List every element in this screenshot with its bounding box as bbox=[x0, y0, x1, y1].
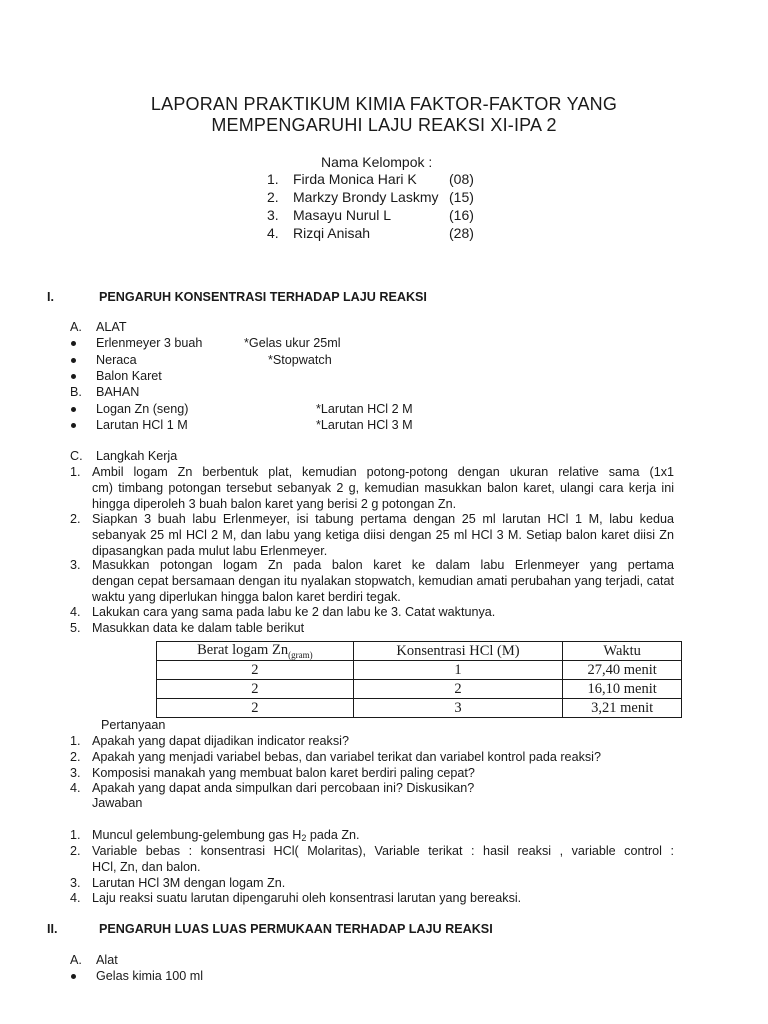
step-text-line1: Lakukan cara yang sama pada labu ke 2 dan labu ke 3. Catat waktunya. bbox=[92, 605, 496, 619]
bahan-title: BAHAN bbox=[96, 385, 140, 399]
member-name: Masayu Nurul L bbox=[293, 207, 392, 223]
question-number: 1. bbox=[70, 734, 81, 748]
bullet-icon bbox=[71, 374, 76, 379]
step-number: 3. bbox=[70, 558, 81, 572]
question-number: 4. bbox=[70, 781, 81, 795]
header-berat-logam-text: Berat logam Zn bbox=[197, 642, 289, 659]
section1-number: I. bbox=[47, 290, 54, 304]
cell-waktu: 27,40 menit bbox=[563, 661, 682, 680]
question-text: Apakah yang dapat dijadikan indicator reaksi? bbox=[92, 734, 349, 748]
header-waktu: Waktu bbox=[563, 642, 682, 661]
data-table bbox=[156, 641, 682, 718]
table-row bbox=[157, 680, 682, 699]
group-heading: Nama Kelompok : bbox=[321, 154, 433, 170]
question-text: Komposisi manakah yang membuat balon karet berdiri paling cepat? bbox=[92, 766, 475, 780]
cell-berat: 2 bbox=[157, 661, 354, 680]
alat-item-right: *Stopwatch bbox=[268, 353, 332, 367]
member-num: 2. bbox=[267, 189, 279, 205]
bullet-icon bbox=[71, 341, 76, 346]
bullet-icon bbox=[71, 974, 76, 979]
step-text-line1: Ambil logam Zn berbentuk plat, kemudian potong-potong dengan ukuran relative sama (1x1 bbox=[92, 465, 674, 479]
answer-number: 3. bbox=[70, 876, 81, 890]
cell-berat: 2 bbox=[157, 699, 354, 718]
cell-berat: 2 bbox=[157, 680, 354, 699]
table-row bbox=[157, 699, 682, 718]
answer-1-text-end: pada Zn. bbox=[306, 828, 360, 842]
cell-konsentrasi: 3 bbox=[353, 699, 563, 718]
cell-waktu: 16,10 menit bbox=[563, 680, 682, 699]
question-text: Apakah yang dapat anda simpulkan dari percobaan ini? Diskusikan? bbox=[92, 781, 475, 795]
section2-alat-title: Alat bbox=[96, 953, 118, 967]
member-name: Markzy Brondy Laskmy bbox=[293, 189, 439, 205]
alat-item: Erlenmeyer 3 buah bbox=[96, 336, 203, 350]
bahan-item: Larutan HCl 1 M bbox=[96, 418, 188, 432]
alat-label: A. bbox=[70, 320, 82, 334]
answer-2-line1: Variable bebas : konsentrasi HCl( Molaritas), Variable terikat : hasil reaksi , variable control : bbox=[92, 844, 674, 858]
member-id: (16) bbox=[449, 207, 474, 223]
jawaban-title: Jawaban bbox=[92, 796, 143, 810]
step-text-line1: Masukkan data ke dalam table berikut bbox=[92, 621, 305, 635]
member-num: 4. bbox=[267, 225, 279, 241]
section1-heading: PENGARUH KONSENTRASI TERHADAP LAJU REAKSI bbox=[99, 290, 427, 304]
step-number: 4. bbox=[70, 605, 81, 619]
member-num: 1. bbox=[267, 171, 279, 187]
member-num: 3. bbox=[267, 207, 279, 223]
section2-alat-item: Gelas kimia 100 ml bbox=[96, 969, 204, 983]
step-text-rest: sebanyak 25 ml HCl 2 M, dan labu yang ketiga diisi dengan 25 ml HCl 3 M. Setiap balon karet diisi Zn dipasangkan pada mulut labu Erlenmeyer. bbox=[92, 528, 674, 558]
answer-number: 4. bbox=[70, 891, 81, 905]
bahan-item: Logan Zn (seng) bbox=[96, 402, 189, 416]
bullet-icon bbox=[71, 407, 76, 412]
member-id: (28) bbox=[449, 225, 474, 241]
step-number: 5. bbox=[70, 621, 81, 635]
alat-title: ALAT bbox=[96, 320, 127, 334]
answer-1-text: Muncul gelembung-gelembung gas H bbox=[92, 828, 302, 842]
member-id: (15) bbox=[449, 189, 474, 205]
cell-konsentrasi: 1 bbox=[353, 661, 563, 680]
table-row bbox=[157, 661, 682, 680]
answer-3: Larutan HCl 3M dengan logam Zn. bbox=[92, 876, 286, 890]
report-title-line1: LAPORAN PRAKTIKUM KIMIA FAKTOR-FAKTOR YANG bbox=[150, 94, 618, 114]
step-text-rest: cm) timbang potongan tersebut sebanyak 2 g, kemudian masukkan balon karet, ulangi cara kerja ini hingga diperoleh 3 buah balon karet yang berisi 2 g potongan Zn. bbox=[92, 481, 674, 511]
alat-item-right: *Gelas ukur 25ml bbox=[244, 336, 341, 350]
step-number: 1. bbox=[70, 465, 81, 479]
question-number: 3. bbox=[70, 766, 81, 780]
bahan-item-right: *Larutan HCl 3 M bbox=[316, 418, 413, 432]
cell-waktu: 3,21 menit bbox=[563, 699, 682, 718]
header-konsentrasi: Konsentrasi HCl (M) bbox=[353, 642, 563, 661]
bahan-item-right: *Larutan HCl 2 M bbox=[316, 402, 413, 416]
header-berat-logam bbox=[157, 642, 354, 661]
question-text: Apakah yang menjadi variabel bebas, dan variabel terikat dan variabel kontrol pada reaksi? bbox=[92, 750, 601, 764]
table-header-row bbox=[157, 642, 682, 661]
alat-item: Balon Karet bbox=[96, 369, 162, 383]
step-text-line1: Masukkan potongan logam Zn pada balon karet ke dalam labu Erlenmeyer yang pertama bbox=[92, 558, 674, 572]
alat-item: Neraca bbox=[96, 353, 137, 367]
answer-2-line2: HCl, Zn, dan balon. bbox=[92, 860, 201, 874]
header-unit: (gram) bbox=[288, 649, 313, 660]
member-name: Rizqi Anisah bbox=[293, 225, 371, 241]
step-text-rest: dengan cepat bersamaan dengan itu nyalakan stopwatch, kemudian amati perubahan yang terjadi, catat waktu yang diperlukan hingga balon karet berdiri tegak. bbox=[92, 574, 674, 604]
member-name: Firda Monica Hari K bbox=[293, 171, 417, 187]
bahan-label: B. bbox=[70, 385, 82, 399]
cell-konsentrasi: 2 bbox=[353, 680, 563, 699]
question-number: 2. bbox=[70, 750, 81, 764]
section2-heading: PENGARUH LUAS LUAS PERMUKAAN TERHADAP LAJU REAKSI bbox=[99, 922, 493, 936]
answer-number: 1. bbox=[70, 828, 81, 842]
member-id: (08) bbox=[449, 171, 474, 187]
step-number: 2. bbox=[70, 512, 81, 526]
report-title-line2: MEMPENGARUHI LAJU REAKSI XI-IPA 2 bbox=[211, 115, 557, 135]
step-text-line1: Siapkan 3 buah labu Erlenmeyer, isi tabung pertama dengan 25 ml larutan HCl 1 M, labu kedua bbox=[92, 512, 674, 526]
section2-alat-label: A. bbox=[70, 953, 82, 967]
answer-1-subscript: 2 bbox=[301, 833, 307, 843]
pertanyaan-title: Pertanyaan bbox=[101, 718, 166, 732]
bullet-icon bbox=[71, 423, 76, 428]
answer-4: Laju reaksi suatu larutan dipengaruhi oleh konsentrasi larutan yang bereaksi. bbox=[92, 891, 522, 905]
langkah-title: Langkah Kerja bbox=[96, 449, 178, 463]
answer-number: 2. bbox=[70, 844, 81, 858]
section2-number: II. bbox=[47, 922, 58, 936]
langkah-label: C. bbox=[70, 449, 83, 463]
bullet-icon bbox=[71, 358, 76, 363]
